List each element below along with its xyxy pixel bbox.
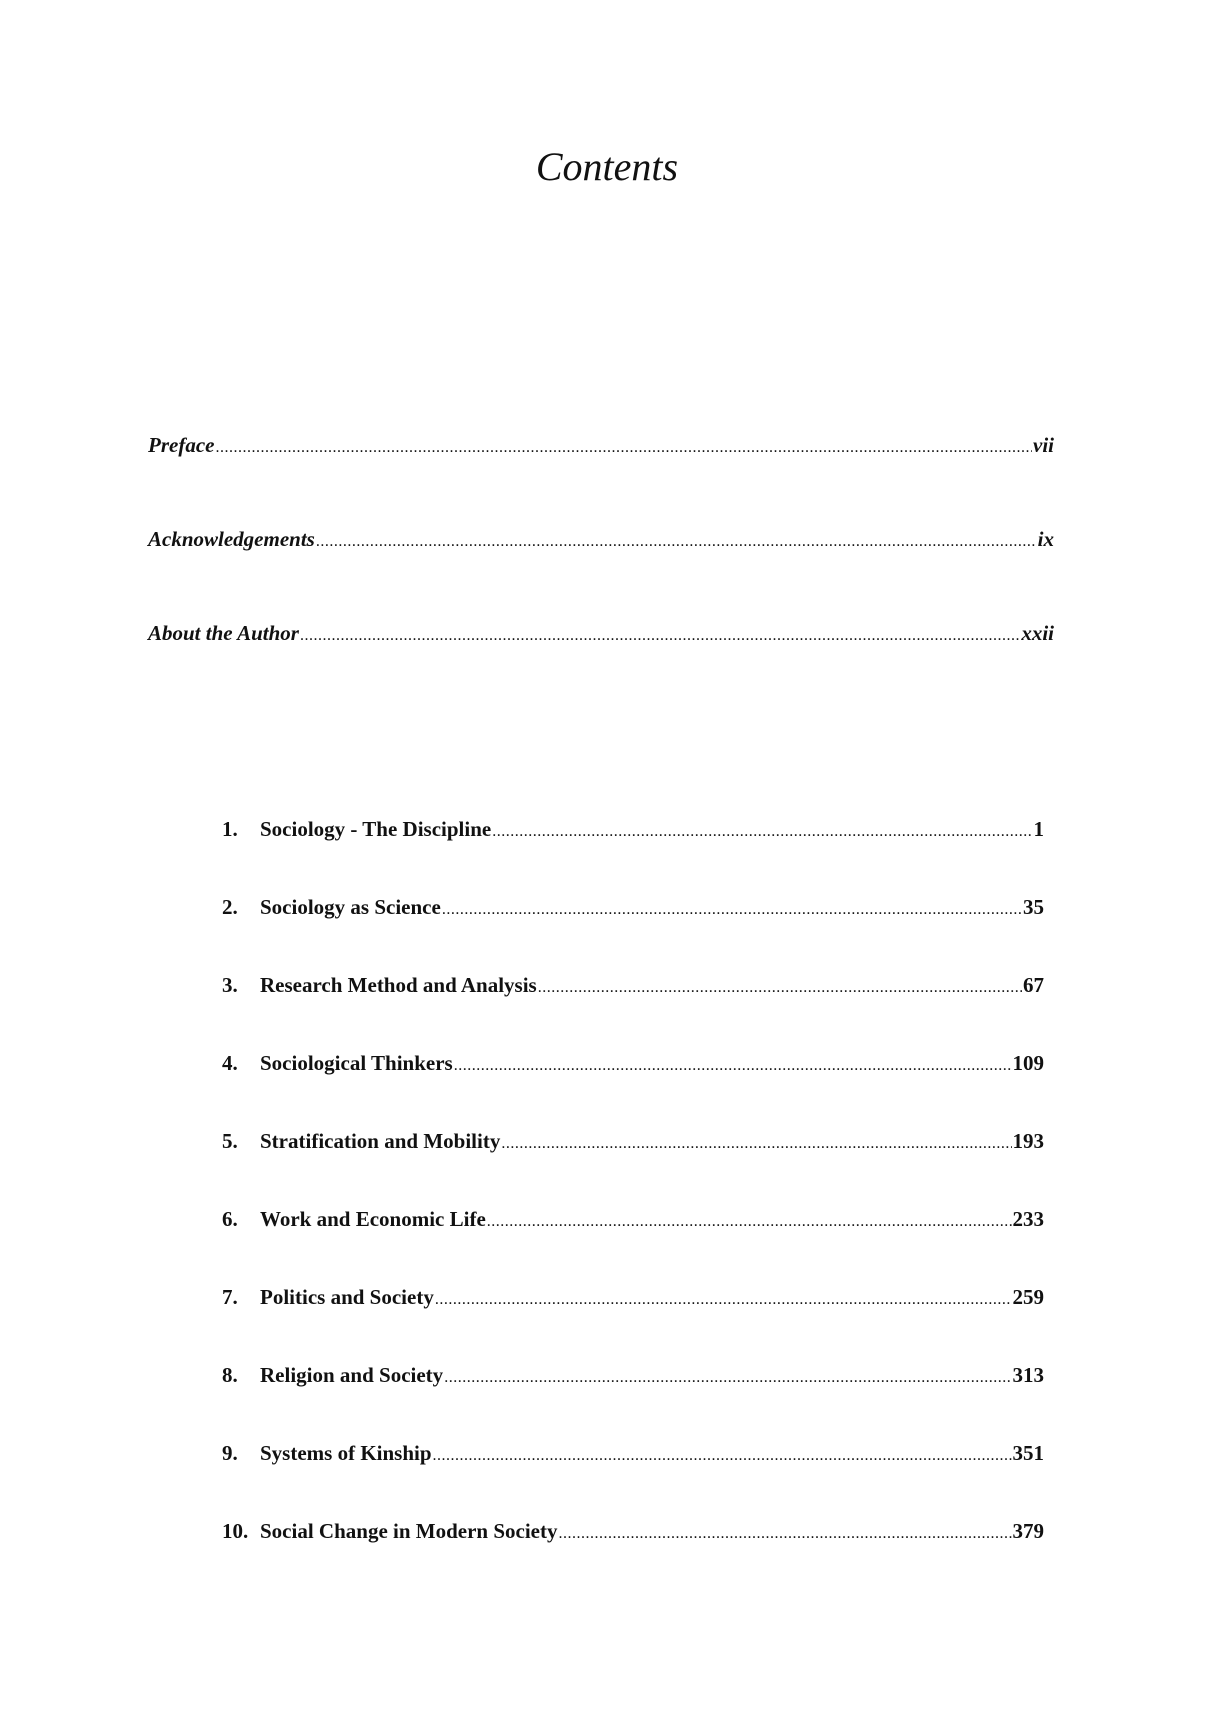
chapter-list — [222, 814, 1044, 1594]
dot-leader — [487, 1207, 1012, 1237]
chapter-page: 351 — [1012, 1441, 1044, 1465]
chapter-number: 4. — [222, 1051, 238, 1075]
chapter-page: 233 — [1012, 1207, 1044, 1231]
chapter-title: Systems of Kinship — [260, 1441, 432, 1465]
toc-chapter-1 — [222, 814, 1044, 844]
chapter-title: Religion and Society — [260, 1363, 444, 1387]
dot-leader — [559, 1519, 1012, 1549]
toc-entry-label: Acknowledgements — [148, 527, 315, 551]
front-matter-list — [148, 430, 1054, 712]
chapter-page: 67 — [1023, 973, 1044, 997]
chapter-number: 6. — [222, 1207, 238, 1231]
chapter-page: 193 — [1012, 1129, 1044, 1153]
chapter-title: Sociology as Science — [260, 895, 441, 919]
dot-leader — [435, 1285, 1012, 1315]
chapter-title: Social Change in Modern Society — [260, 1519, 558, 1543]
chapter-page: 35 — [1023, 895, 1044, 919]
toc-chapter-2 — [222, 892, 1044, 922]
chapter-page: 259 — [1012, 1285, 1044, 1309]
dot-leader — [316, 527, 1037, 557]
chapter-page: 1 — [1033, 817, 1044, 841]
chapter-number: 2. — [222, 895, 238, 919]
toc-chapter-7 — [222, 1282, 1044, 1312]
chapter-title: Work and Economic Life — [260, 1207, 486, 1231]
dot-leader — [492, 817, 1032, 847]
dot-leader — [442, 895, 1022, 925]
chapter-number: 7. — [222, 1285, 238, 1309]
toc-chapter-3 — [222, 970, 1044, 1000]
toc-entry-acknowledgements — [148, 524, 1054, 554]
toc-entry-page: xxii — [1021, 621, 1054, 645]
toc-chapter-10 — [222, 1516, 1044, 1546]
toc-chapter-5 — [222, 1126, 1044, 1156]
chapter-page: 313 — [1012, 1363, 1044, 1387]
toc-chapter-8 — [222, 1360, 1044, 1390]
chapter-number: 3. — [222, 973, 238, 997]
dot-leader — [501, 1129, 1011, 1159]
toc-entry-page: ix — [1037, 527, 1054, 551]
chapter-number: 5. — [222, 1129, 238, 1153]
toc-entry-label: About the Author — [148, 621, 299, 645]
toc-chapter-6 — [222, 1204, 1044, 1234]
toc-chapter-4 — [222, 1048, 1044, 1078]
chapter-title: Sociology - The Discipline — [260, 817, 492, 841]
chapter-title: Research Method and Analysis — [260, 973, 537, 997]
dot-leader — [454, 1051, 1012, 1081]
toc-chapter-9 — [222, 1438, 1044, 1468]
dot-leader — [433, 1441, 1012, 1471]
chapter-title: Politics and Society — [260, 1285, 434, 1309]
chapter-page: 379 — [1012, 1519, 1044, 1543]
chapter-number: 10. — [222, 1519, 249, 1543]
chapter-number: 9. — [222, 1441, 238, 1465]
chapter-title: Stratification and Mobility — [260, 1129, 501, 1153]
dot-leader — [538, 973, 1022, 1003]
dot-leader — [300, 621, 1020, 651]
toc-entry-page: vii — [1033, 433, 1054, 457]
chapter-number: 1. — [222, 817, 238, 841]
dot-leader — [444, 1363, 1011, 1393]
toc-entry-about-the-author — [148, 618, 1054, 648]
toc-entry-preface — [148, 430, 1054, 460]
page-title: Contents — [535, 144, 679, 189]
chapter-number: 8. — [222, 1363, 238, 1387]
chapter-title: Sociological Thinkers — [260, 1051, 453, 1075]
dot-leader — [215, 433, 1032, 463]
chapter-page: 109 — [1012, 1051, 1044, 1075]
toc-entry-label: Preface — [148, 433, 215, 457]
